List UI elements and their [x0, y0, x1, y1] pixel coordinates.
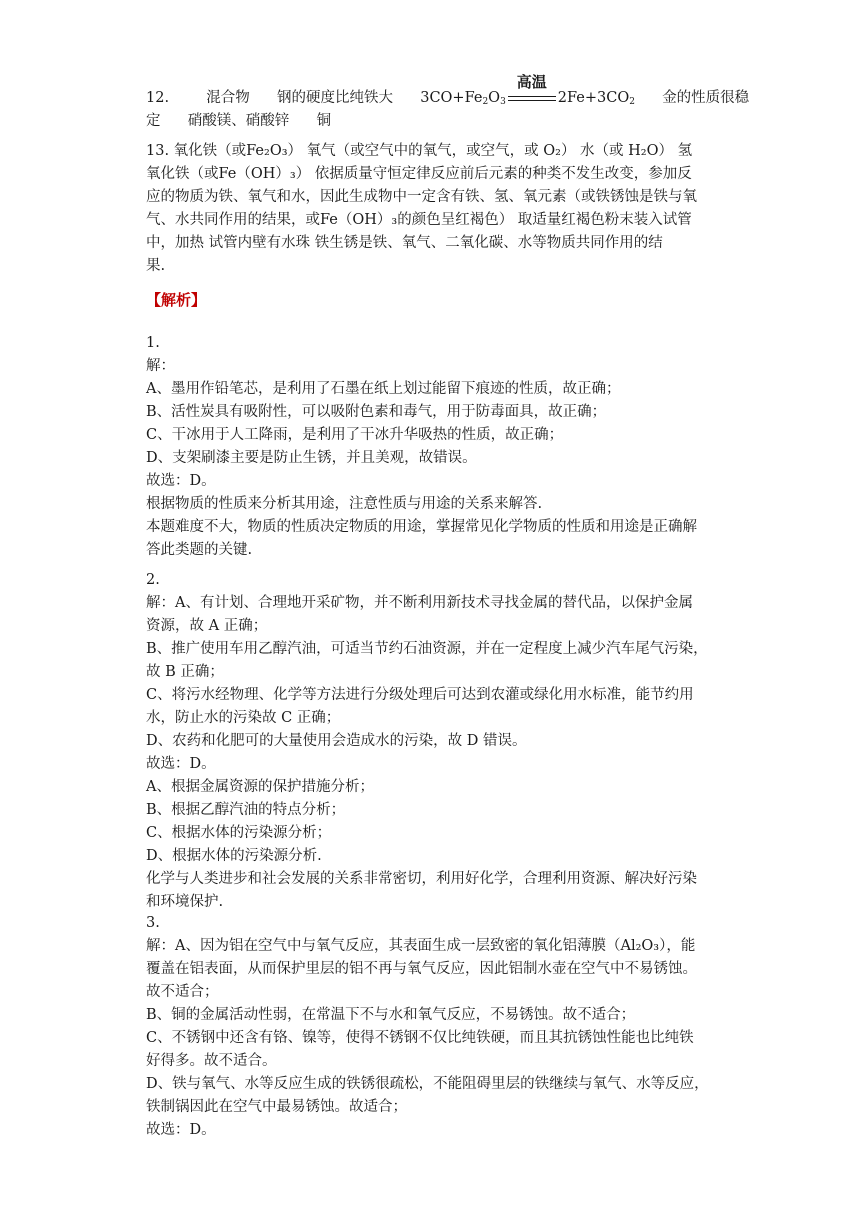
- explanation-2-line: 故 B 正确；: [146, 664, 224, 680]
- analysis-heading: 【解析】: [146, 291, 207, 309]
- explanation-3-line: 好得多。故不适合。: [146, 1053, 277, 1069]
- explanation-1-line: 解：: [146, 358, 175, 374]
- explanation-3-line: 铁制锅因此在空气中最易锈蚀。故适合；: [146, 1099, 407, 1115]
- answer-12-part-6: 铜: [316, 113, 331, 129]
- explanation-2-line: 解：A、有计划、合理地开采矿物，并不断利用新技术寻找金属的替代品，以保护金属: [146, 595, 693, 611]
- answer-13-line: 氧化铁（或Fe（OH）₃） 依据质量守恒定律反应前后元素的种类不发生改变，参加反: [146, 166, 692, 182]
- explanation-1-line: 1.: [146, 335, 160, 351]
- explanation-2-line: 水，防止水的污染故 C 正确；: [146, 710, 341, 726]
- explanation-3-line: C、不锈钢中还含有铬、镍等，使得不锈钢不仅比纯铁硬，而且其抗锈蚀性能也比纯铁: [146, 1030, 694, 1046]
- explanation-2-line: A、根据金属资源的保护措施分析；: [146, 779, 374, 795]
- explanation-1-line: 根据物质的性质来分析其用途，注意性质与用途的关系来解答.: [146, 496, 543, 512]
- explanation-1-line: C、干冰用于人工降雨，是利用了干冰升华吸热的性质，故正确；: [146, 427, 564, 443]
- explanation-1-line: A、墨用作铅笔芯，是利用了石墨在纸上划过能留下痕迹的性质，故正确；: [146, 381, 621, 397]
- answer-12-part-4: 金的性质很稳: [662, 90, 750, 106]
- explanation-3-line: 故不适合；: [146, 984, 219, 1000]
- answer-13-line: 果.: [146, 258, 166, 274]
- answer-13-line: 13. 氧化铁（或Fe₂O₃） 氧气（或空气中的氧气，或空气，或 O₂） 水（或 H₂O） 氢: [146, 143, 693, 159]
- answer-13-line: 应的物质为铁、氧气和水，因此生成物中一定含有铁、氢、氧元素（或铁锈蚀是铁与氧: [146, 189, 697, 205]
- explanation-2-line: D、农药和化肥可的大量使用会造成水的污染，故 D 错误。: [146, 733, 527, 749]
- explanation-1-line: 故选：D。: [146, 473, 216, 489]
- explanation-2-line: 资源，故 A 正确；: [146, 618, 268, 634]
- answer-12-part-2: 钢的硬度比纯铁大: [277, 90, 393, 106]
- explanation-2-line: B、根据乙醇汽油的特点分析；: [146, 802, 346, 818]
- answer-13-line: 中，加热 试管内壁有水珠 铁生锈是铁、氧气、二氧化碳、水等物质共同作用的结: [146, 235, 663, 251]
- chemical-equation: $3CO+Fe_2O_3$ 高温 $2Fe+3CO_2$: [420, 73, 635, 107]
- answer-12-line-2: 定 硝酸镁、硝酸锌 铜: [146, 113, 331, 129]
- answer-12-part-5: 硝酸镁、硝酸锌: [187, 113, 290, 129]
- answer-12-number: 12.: [146, 90, 170, 106]
- explanation-3-line: D、铁与氧气、水等反应生成的铁锈很疏松，不能阻碍里层的铁继续与氧气、水等反应，: [146, 1076, 709, 1092]
- explanation-3-line: B、铜的金属活动性弱，在常温下不与水和氧气反应，不易锈蚀。故不适合；: [146, 1007, 636, 1023]
- answer-13-line: 气、水共同作用的结果，或Fe（OH）₃的颜色呈红褐色） 取适量红褐色粉末装入试管: [146, 212, 692, 228]
- explanation-2-line: B、推广使用车用乙醇汽油，可适当节约石油资源，并在一定程度上减少汽车尾气污染，: [146, 641, 708, 657]
- reaction-condition: 高温: [516, 73, 547, 91]
- explanation-1-line: 答此类题的关键.: [146, 542, 253, 558]
- explanation-3-line: 解：A、因为铝在空气中与氧气反应，其表面生成一层致密的氧化铝薄膜（Al₂O₃），能: [146, 938, 696, 954]
- explanation-2-line: 化学与人类进步和社会发展的关系非常密切，利用好化学，合理利用资源、解决好污染: [146, 871, 697, 887]
- explanation-2-line: D、根据水体的污染源分析.: [146, 848, 322, 864]
- explanation-2-line: 故选：D。: [146, 756, 216, 772]
- reaction-condition-arrow: [508, 73, 556, 108]
- answer-12-line-1: [146, 73, 750, 108]
- explanation-1-line: D、支架刷漆主要是防止生锈，并且美观，故错误。: [146, 450, 477, 466]
- explanation-2-line: C、根据水体的污染源分析；: [146, 825, 332, 841]
- explanation-1-line: B、活性炭具有吸附性，可以吸附色素和毒气，用于防毒面具，故正确；: [146, 404, 607, 420]
- explanation-1-line: 本题难度不大，物质的性质决定物质的用途，掌握常见化学物质的性质和用途是正确解: [146, 519, 697, 535]
- explanation-2-line: 和环境保护.: [146, 894, 224, 910]
- explanation-3-line: 故选：D。: [146, 1122, 216, 1138]
- explanation-3-line: 3.: [146, 915, 160, 931]
- explanation-3-line: 覆盖在铝表面，从而保护里层的铝不再与氧气反应，因此铝制水壶在空气中不易锈蚀。: [146, 961, 697, 977]
- explanation-2-line: C、将污水经物理、化学等方法进行分级处理后可达到农灌或绿化用水标准，能节约用: [146, 687, 694, 703]
- explanation-2-line: 2.: [146, 572, 160, 588]
- answer-12-part-1: 混合物: [206, 90, 250, 106]
